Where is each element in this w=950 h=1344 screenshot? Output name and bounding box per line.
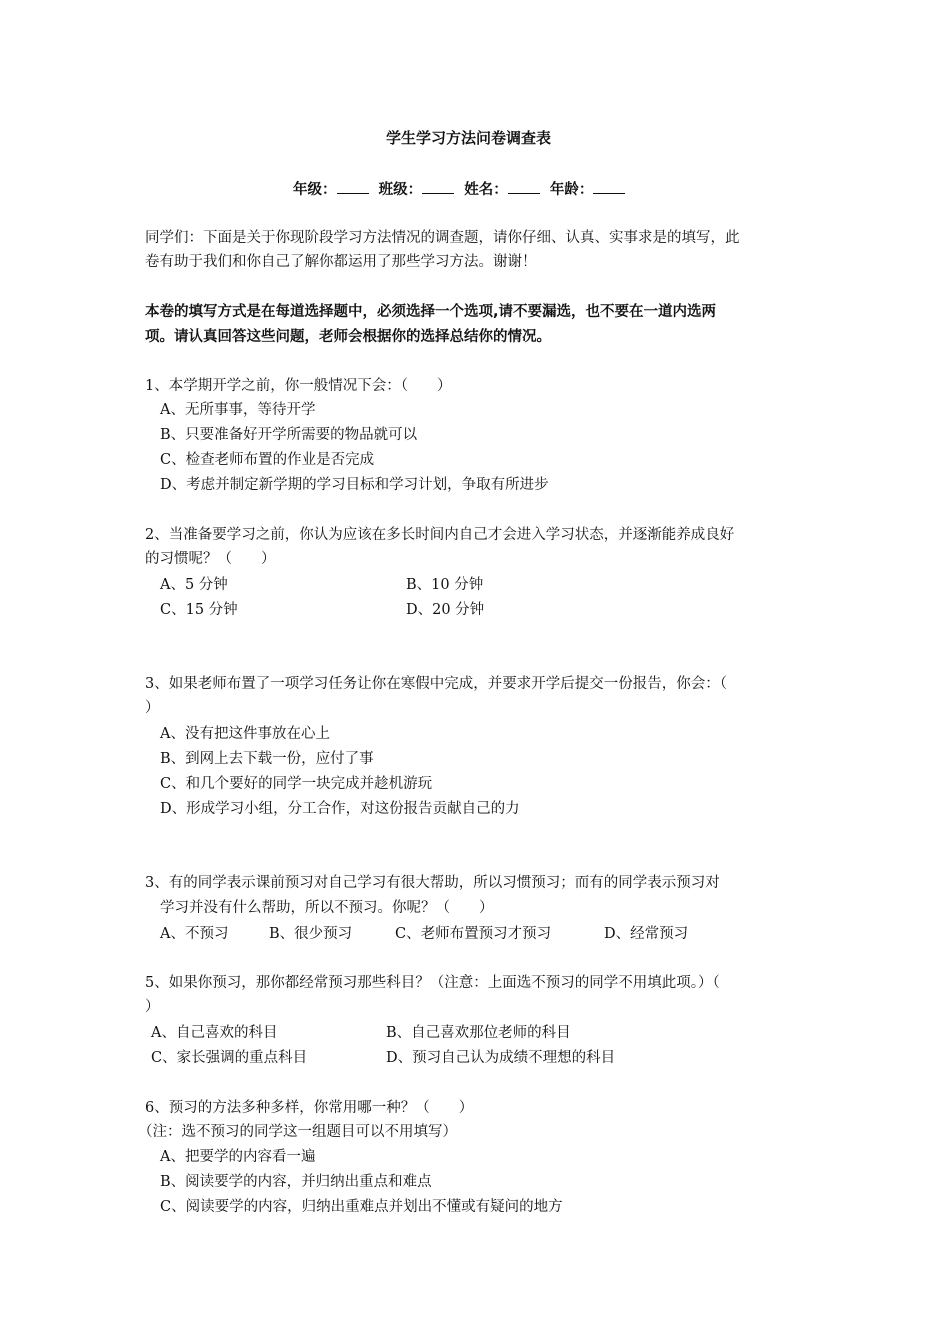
q6-option-b[interactable]: B、阅读要学的内容，并归纳出重点和难点 <box>160 1174 432 1190</box>
q6-option-a[interactable]: A、把要学的内容看一遍 <box>160 1149 316 1165</box>
q1-option-b[interactable]: B、只要准备好开学所需要的物品就可以 <box>160 427 418 443</box>
intro-line-1: 同学们：下面是关于你现阶段学习方法情况的调查题，请你仔细、认真、实事求是的填写，此 <box>145 230 740 246</box>
page-title: 学生学习方法问卷调查表 <box>386 129 552 147</box>
q4-option-c[interactable]: C、老师布置预习才预习 <box>395 926 552 942</box>
q4-option-b[interactable]: B、很少预习 <box>269 926 353 942</box>
q3-option-c[interactable]: C、和几个要好的同学一块完成并趁机游玩 <box>160 776 433 792</box>
question-4-line-1: 3、有的同学表示课前预习对自己学习有很大帮助，所以习惯预习；而有的同学表示预习对 <box>145 875 720 891</box>
q5-option-b[interactable]: B、自己喜欢那位老师的科目 <box>386 1025 571 1041</box>
name-label: 姓名： <box>464 182 508 198</box>
q4-option-a[interactable]: A、不预习 <box>160 926 229 942</box>
q2-option-b[interactable]: B、10 分钟 <box>406 577 484 593</box>
intro-line-2: 卷有助于我们和你自己了解你都运用了那些学习方法。谢谢！ <box>145 254 537 270</box>
question-2-line-2: 的习惯呢？（ ） <box>145 551 276 567</box>
question-5-line-1: 5、如果你预习，那你都经常预习那些科目？（注意：上面选不预习的同学不用填此项。）（ <box>145 975 720 991</box>
q3-option-b[interactable]: B、到网上去下载一份，应付了事 <box>160 751 374 767</box>
question-5-line-2: ） <box>145 999 160 1015</box>
question-3-line-1: 3、如果老师布置了一项学习任务让你在寒假中完成，并要求开学后提交一份报告，你会：（ <box>145 676 727 692</box>
q6-option-c[interactable]: C、阅读要学的内容，归纳出重难点并划出不懂或有疑问的地方 <box>160 1199 563 1215</box>
q5-option-a[interactable]: A、自己喜欢的科目 <box>151 1025 278 1041</box>
question-6: 6、预习的方法多种多样，你常用哪一种？（ ） <box>145 1100 474 1116</box>
q3-option-d[interactable]: D、形成学习小组，分工合作，对这份报告贡献自己的力 <box>160 801 520 817</box>
q1-option-c[interactable]: C、检查老师布置的作业是否完成 <box>160 452 375 468</box>
q2-option-a[interactable]: A、5 分钟 <box>160 577 228 593</box>
q5-option-c[interactable]: C、家长强调的重点科目 <box>151 1050 308 1066</box>
q1-option-d[interactable]: D、考虑并制定新学期的学习目标和学习计划，争取有所进步 <box>160 477 549 493</box>
instructions-line-2: 项。请认真回答这些问题，老师会根据你的选择总结你的情况。 <box>145 329 551 345</box>
question-3-line-2: ） <box>145 700 160 716</box>
q2-option-d[interactable]: D、20 分钟 <box>406 602 485 618</box>
age-blank[interactable] <box>593 178 625 194</box>
student-info-line <box>293 178 625 200</box>
q4-option-d[interactable]: D、经常预习 <box>604 926 689 942</box>
class-blank[interactable] <box>422 178 454 194</box>
age-label: 年龄： <box>549 182 594 198</box>
name-blank[interactable] <box>508 178 540 194</box>
grade-blank[interactable] <box>337 178 369 194</box>
class-label: 班级： <box>378 182 423 198</box>
grade-label: 年级： <box>293 182 337 198</box>
question-6-note: （注：选不预习的同学这一组题目可以不用填写） <box>138 1124 457 1140</box>
q1-option-a[interactable]: A、无所事事，等待开学 <box>160 402 316 418</box>
q5-option-d[interactable]: D、预习自己认为成绩不理想的科目 <box>386 1050 616 1066</box>
q3-option-a[interactable]: A、没有把这件事放在心上 <box>160 726 330 742</box>
question-1: 1、本学期开学之前，你一般情况下会：（ ） <box>145 378 452 394</box>
q2-option-c[interactable]: C、15 分钟 <box>160 602 238 618</box>
instructions-line-1: 本卷的填写方式是在每道选择题中，必须选择一个选项,请不要漏选，也不要在一道内选两 <box>145 304 717 320</box>
question-4-line-2: 学习并没有什么帮助，所以不预习。你呢？（ ） <box>160 900 494 916</box>
question-2-line-1: 2、当准备要学习之前，你认为应该在多长时间内自己才会进入学习状态，并逐渐能养成良好 <box>145 527 735 543</box>
